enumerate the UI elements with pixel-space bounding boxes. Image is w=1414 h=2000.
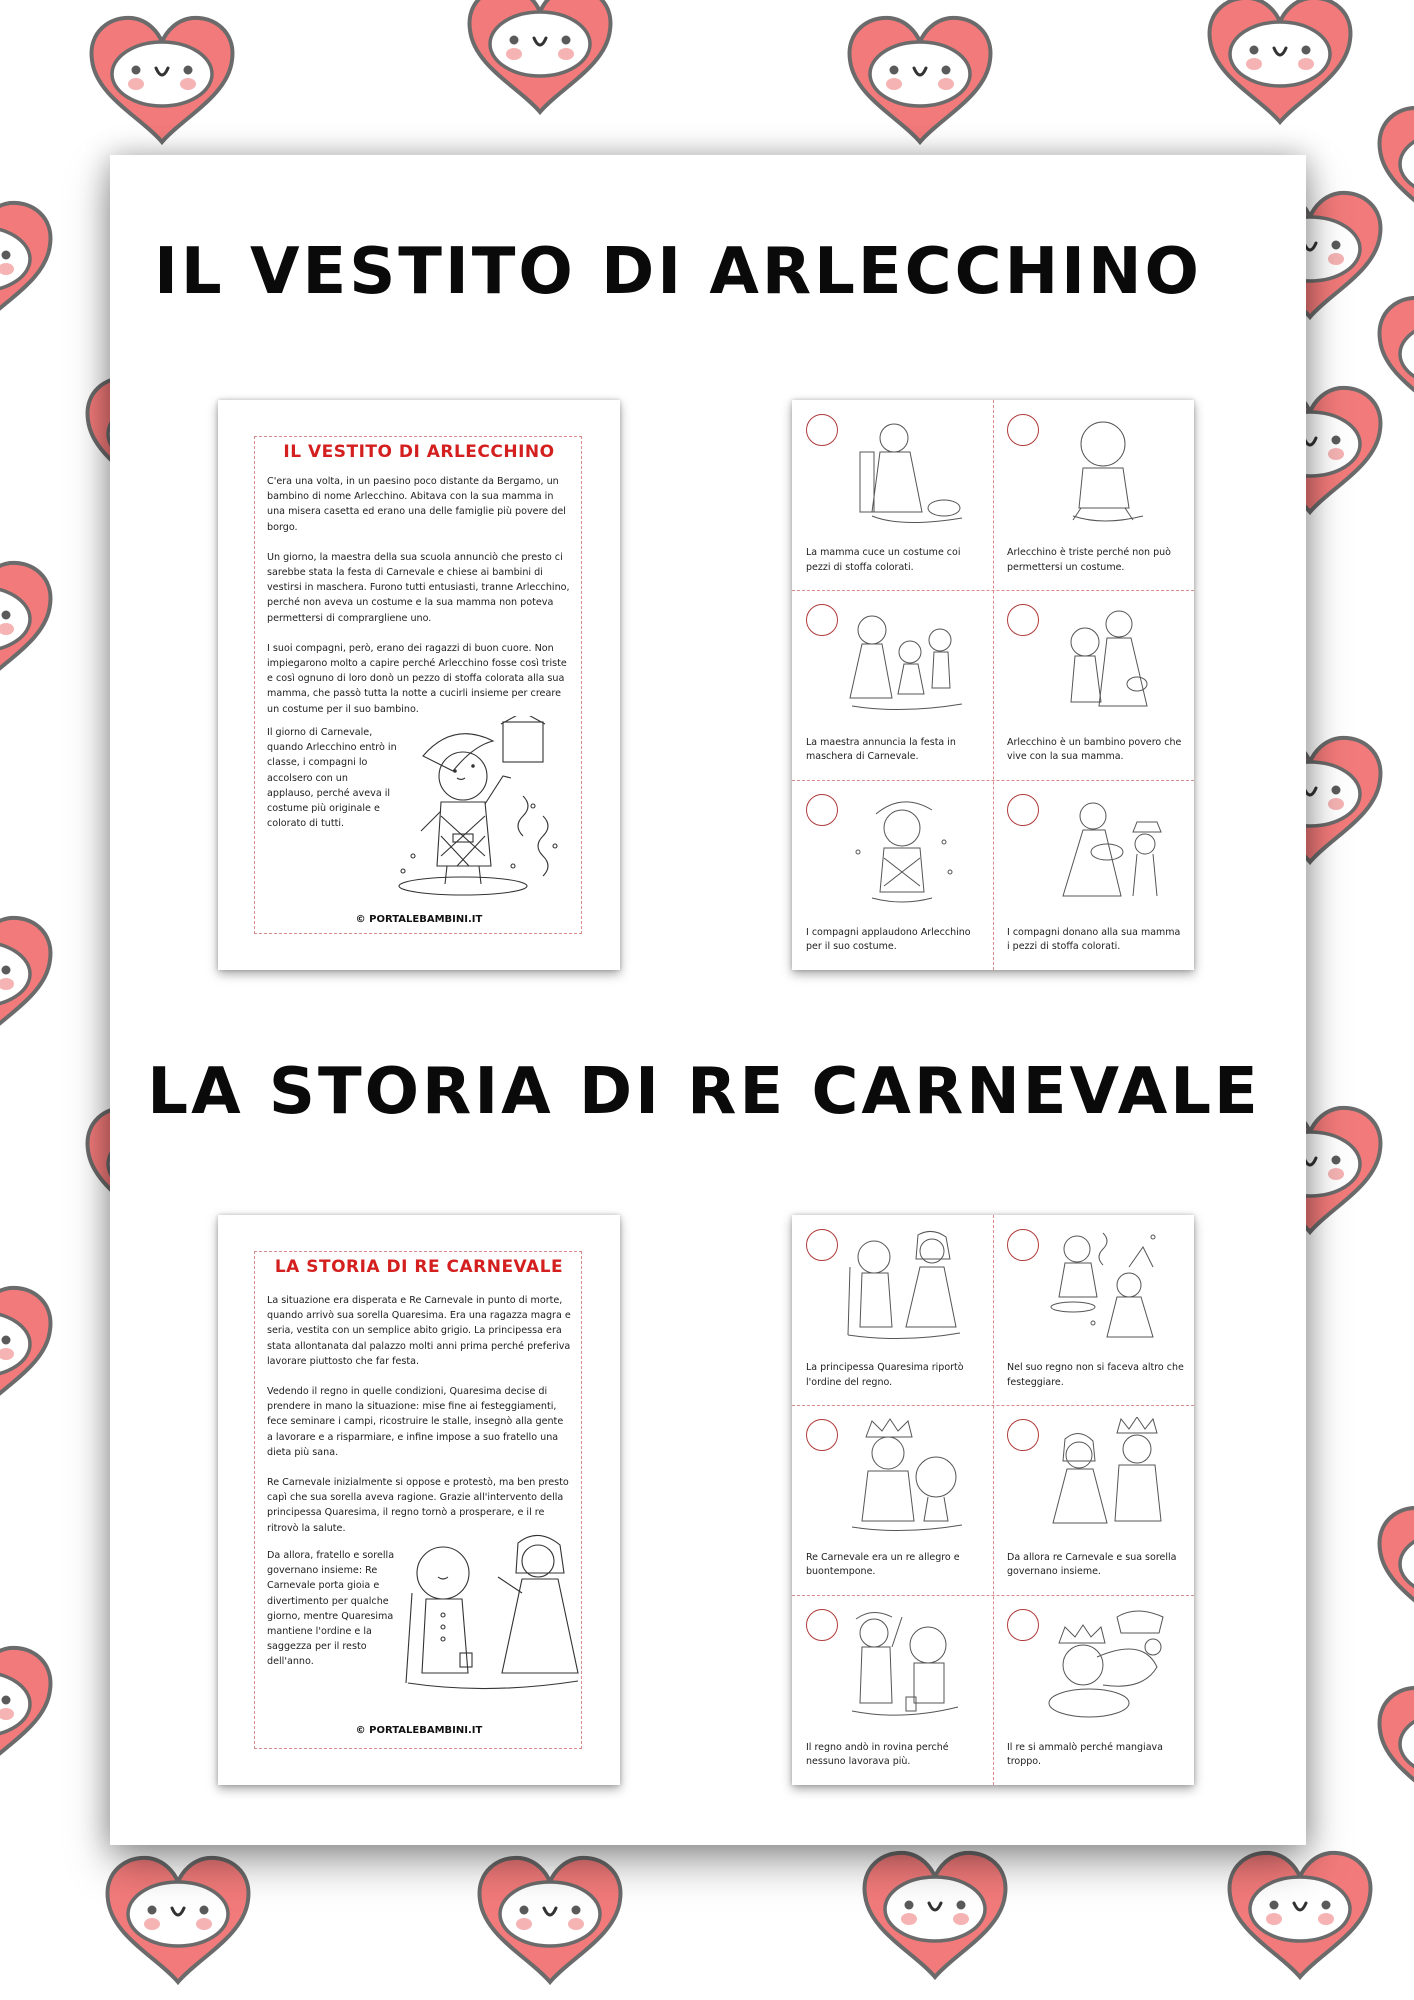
heart-face-icon xyxy=(0,195,60,335)
heart-face-icon xyxy=(1370,290,1414,430)
card-caption: Il regno andò in rovina perché nessuno lavorava più. xyxy=(806,1741,949,1768)
sad-arlecchino-illustration xyxy=(1033,412,1173,532)
story-paragraph: Vedendo il regno in quelle condizioni, Quaresima decise di prendere in mano la situazione: mise fine ai festeggiamenti, fece seminare i campi, ricostruire le stalle, insegnò alla gente a lavorare e a risparmiare, e infine impose a suo fratello una dieta più sana. xyxy=(267,1386,564,1458)
heart-face-icon xyxy=(1220,1845,1380,1985)
arlecchino-applauded-illustration xyxy=(832,792,972,912)
card-caption: Arlecchino è un bambino povero che vive con la sua mamma. xyxy=(1007,736,1182,763)
story-page-preview xyxy=(218,1215,620,1785)
heart-face-icon xyxy=(0,555,60,695)
story-text xyxy=(267,474,572,732)
card-grid xyxy=(792,1215,1194,1785)
cheerful-king-illustration xyxy=(832,1417,972,1537)
story-closing-paragraph: Il giorno di Carnevale, quando Arlecchino entrò in classe, i compagni lo accolsero con un applauso, perché aveva il costume più originale e colorato di tutti. xyxy=(267,727,397,830)
story-paragraph: La situazione era disperata e Re Carnevale in punto di morte, quando arrivò sua sorella Quaresima. Era una ragazza magra e seria, vestita con un semplice abito grigio. La principessa era stata allontanata dal palazzo molti anni prima perché preferiva lavorare piuttosto che far festa. xyxy=(267,1295,571,1367)
sequence-card xyxy=(792,400,993,590)
story-paragraph: C'era una volta, in un paesino poco distante da Bergamo, un bambino di nome Arlecchino. Abitava con la sua mamma in una misera casetta ed erano una delle famiglie più povere del borgo. xyxy=(267,476,566,533)
sequence-card xyxy=(792,1405,993,1595)
section-heading: LA STORIA DI RE CARNEVALE xyxy=(147,1055,1261,1129)
sequence-card xyxy=(792,1595,993,1785)
heart-face-icon xyxy=(0,1640,60,1780)
heart-face-icon xyxy=(460,0,620,120)
heart-face-icon xyxy=(855,1845,1015,1985)
siblings-govern-together-illustration xyxy=(1033,1417,1173,1537)
teacher-and-children-illustration xyxy=(832,602,972,722)
heart-face-icon xyxy=(0,910,60,1050)
heart-face-icon xyxy=(1370,1680,1414,1820)
card-caption: Il re si ammalò perché mangiava troppo. xyxy=(1007,1741,1163,1768)
card-caption: Arlecchino è triste perché non può permettersi un costume. xyxy=(1007,547,1171,573)
kingdom-celebrating-illustration xyxy=(1033,1227,1173,1347)
copyright-footer: © PORTALEBAMBINI.IT xyxy=(355,914,483,925)
story-page-preview xyxy=(218,400,620,970)
sequence-card xyxy=(993,400,1194,590)
card-caption: I compagni donano alla sua mamma i pezzi di stoffa colorati. xyxy=(1007,926,1181,953)
story-text xyxy=(267,1293,572,1551)
sequence-card xyxy=(993,780,1194,970)
card-caption: La mamma cuce un costume coi pezzi di stoffa colorati. xyxy=(806,547,961,573)
story-closing-paragraph: Da allora, fratello e sorella governano insieme: Re Carnevale porta gioia e divertimento per qualche giorno, mentre Quaresima mantiene l'ordine e la saggezza per il resto dell'anno. xyxy=(267,1550,395,1668)
sequence-card xyxy=(993,590,1194,780)
arlecchino-and-mamma-illustration xyxy=(1033,602,1173,722)
heart-face-icon xyxy=(98,1850,258,1990)
heart-face-icon xyxy=(840,10,1000,150)
sequence-cards-page xyxy=(792,1215,1194,1785)
sequence-card xyxy=(993,1405,1194,1595)
sequence-card xyxy=(792,590,993,780)
section-heading: IL VESTITO DI ARLECCHINO xyxy=(154,235,1202,309)
story-paragraph: Un giorno, la maestra della sua scuola annunciò che presto ci sarebbe stata la festa di Carnevale e chiese ai bambini di vestirsi in maschera. Furono tutti entusiasti, tranne Arlecchino, perché non aveva un costume e la sua mamma non poteva permettersi di comprargliene uno. xyxy=(267,551,570,624)
card-caption: I compagni applaudono Arlecchino per il suo costume. xyxy=(806,926,971,953)
heart-face-icon xyxy=(470,1850,630,1990)
story-paragraph: Re Carnevale inizialmente si oppose e protestò, ma ben presto capì che sua sorella aveva ragione. Grazie all'intervento della principessa Quaresima, il regno tornò a prosperare, e il re ritrovò la salute. xyxy=(267,1477,569,1534)
card-caption: Nel suo regno non si faceva altro che festeggiare. xyxy=(1007,1362,1184,1388)
sick-king-illustration xyxy=(1033,1607,1173,1727)
heart-face-icon xyxy=(1200,0,1360,130)
sequence-card xyxy=(993,1215,1194,1405)
gifting-fabric-illustration xyxy=(1033,792,1173,912)
card-caption: Da allora re Carnevale e sua sorella governano insieme. xyxy=(1007,1551,1177,1578)
sequence-card xyxy=(792,1215,993,1405)
arlecchino-illustration xyxy=(383,716,573,916)
story-paragraph: I suoi compagni, però, erano dei ragazzi di buon cuore. Non impiegarono molto a capire perché Arlecchino fosse così triste e così ognuno di loro donò un pezzo di stoffa colorata alla sua mamma, che passò tutta la notte a cucirli insieme per creare un costume per il suo bambino. xyxy=(267,642,567,715)
sequence-cards-page xyxy=(792,400,1194,970)
heart-face-icon xyxy=(82,10,242,150)
re-carnevale-and-quaresima-illustration xyxy=(398,1533,588,1703)
card-caption: Re Carnevale era un re allegro e buontempone. xyxy=(806,1551,960,1578)
card-grid xyxy=(792,400,1194,970)
heart-face-icon xyxy=(0,1280,60,1420)
preview-sheet xyxy=(110,155,1306,1845)
quaresima-restores-order-illustration xyxy=(832,1227,972,1347)
story-title: IL VESTITO DI ARLECCHINO xyxy=(283,442,555,462)
card-caption: La principessa Quaresima riportò l'ordine del regno. xyxy=(806,1362,964,1388)
card-caption: La maestra annuncia la festa in maschera di Carnevale. xyxy=(806,736,956,763)
sequence-card xyxy=(792,780,993,970)
kingdom-ruin-illustration xyxy=(832,1607,972,1727)
copyright-footer: © PORTALEBAMBINI.IT xyxy=(355,1725,483,1736)
mamma-sewing-illustration xyxy=(832,412,972,532)
heart-face-icon xyxy=(1370,1500,1414,1640)
sequence-card xyxy=(993,1595,1194,1785)
heart-face-icon xyxy=(1370,100,1414,240)
story-title: LA STORIA DI RE CARNEVALE xyxy=(274,1257,564,1277)
